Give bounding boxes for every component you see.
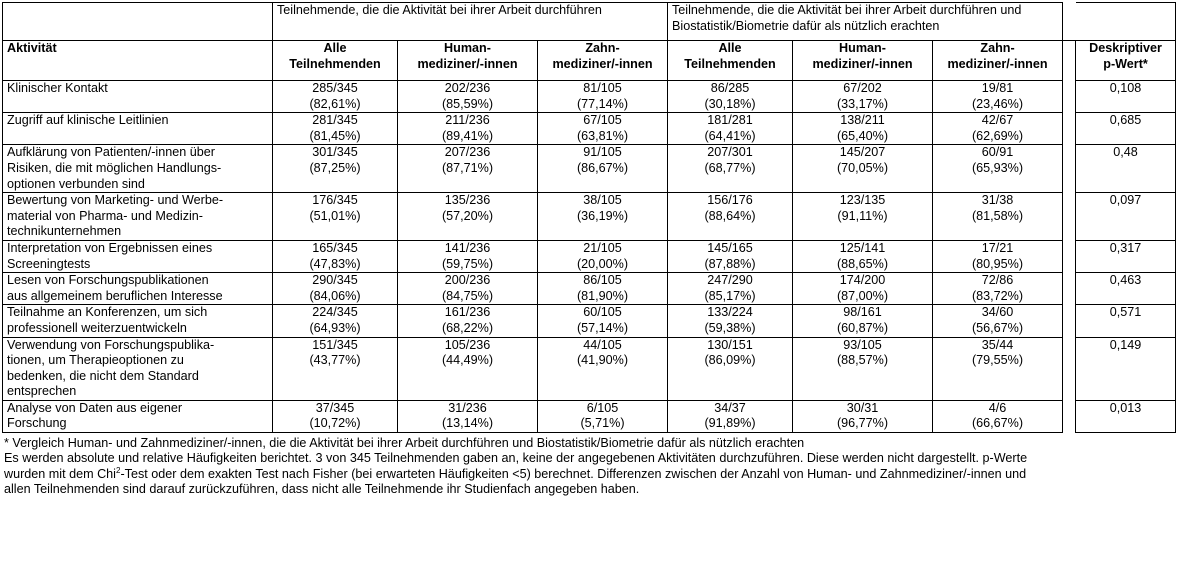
value-cell [273, 400, 398, 432]
footnote-line: allen Teilnehmenden sind darauf zurückzuführen, dass nicht alle Teilnehmende ihr Studienfach angegeben haben. [4, 482, 640, 497]
footnote-line: Es werden absolute und relative Häufigkeiten berichtet. 3 von 345 Teilnehmenden gaben an, keine der angegebenen Aktivitäten durchzuführen. Diese werden nicht dargestellt. p-Werte [4, 451, 1028, 466]
value-cell [793, 145, 933, 193]
activity-line: entsprechen [7, 384, 77, 399]
count-value: 141/236 [444, 240, 491, 255]
value-cell [793, 305, 933, 337]
percent-value: (82,61%) [309, 96, 361, 111]
p-value-cell: 0,097 [1076, 193, 1176, 241]
count-value: 21/105 [583, 240, 622, 255]
results-table [2, 2, 1176, 433]
spacer-cell [1063, 3, 1076, 41]
activity-line: Risiken, die mit möglichen Handlungs- [7, 160, 222, 175]
value-cell [933, 193, 1063, 241]
value-cell [538, 240, 668, 272]
value-cell [668, 81, 793, 113]
value-cell [273, 81, 398, 113]
percent-value: (89,41%) [441, 128, 494, 143]
activity-cell [3, 193, 273, 241]
count-value: 135/236 [444, 193, 491, 208]
count-value: 202/236 [444, 81, 491, 95]
value-cell [538, 337, 668, 400]
col-header-human-2: Human- mediziner/-innen [793, 41, 933, 81]
percent-value: (87,88%) [704, 256, 756, 271]
activity-line: Verwendung von Forschungspublika- [7, 337, 215, 352]
percent-value: (65,93%) [971, 160, 1024, 175]
value-cell [398, 337, 538, 400]
percent-value: (87,25%) [309, 160, 361, 175]
percent-value: (68,77%) [704, 160, 756, 175]
activity-line: Teilnahme an Konferenzen, um sich [7, 305, 208, 320]
activity-line: tionen, um Therapieoptionen zu [7, 353, 184, 368]
count-value: 290/345 [312, 273, 358, 288]
count-value: 247/290 [707, 273, 753, 288]
table-row [3, 273, 1176, 305]
footnote-asterisk: * Vergleich Human- und Zahnmediziner/-innen, die die Aktivität bei ihrer Arbeit durchführen und Biostatistik/Biometrie dafür als nützlich erachten [4, 436, 805, 451]
count-value: 60/91 [981, 145, 1014, 160]
count-value: 138/211 [840, 113, 885, 128]
count-value: 156/176 [707, 193, 753, 208]
value-cell [933, 400, 1063, 432]
count-value: 37/345 [315, 400, 355, 415]
percent-value: (88,65%) [836, 256, 889, 271]
percent-value: (43,77%) [309, 353, 361, 368]
value-cell [538, 305, 668, 337]
spacer-cell [1063, 337, 1076, 400]
count-value: 145/165 [707, 240, 753, 255]
col-header-human-1: Human- mediziner/-innen [398, 41, 538, 81]
spacer-cell [1063, 240, 1076, 272]
value-cell [398, 113, 538, 145]
table-row [3, 81, 1176, 113]
count-value: 200/236 [444, 273, 491, 288]
activity-line: technikunternehmen [7, 224, 122, 239]
activity-line: Klinischer Kontakt [7, 81, 108, 95]
col-header-all-1: Alle Teilnehmenden [273, 41, 398, 81]
percent-value: (63,81%) [576, 128, 629, 143]
percent-value: (10,72%) [309, 416, 361, 431]
count-value: 44/105 [583, 337, 622, 352]
count-value: 145/207 [839, 145, 886, 160]
percent-value: (84,06%) [309, 288, 361, 303]
count-value: 123/135 [839, 193, 886, 208]
percent-value: (41,90%) [576, 353, 629, 368]
count-value: 38/105 [583, 193, 622, 208]
percent-value: (59,38%) [704, 320, 756, 335]
value-cell [793, 337, 933, 400]
percent-value: (51,01%) [309, 208, 361, 223]
count-value: 42/67 [981, 113, 1014, 128]
percent-value: (56,67%) [971, 320, 1024, 335]
percent-value: (86,67%) [576, 160, 629, 175]
value-cell [398, 400, 538, 432]
value-cell [933, 305, 1063, 337]
value-cell [273, 145, 398, 193]
value-cell [273, 273, 398, 305]
p-value-cell: 0,013 [1076, 400, 1176, 432]
percent-value: (87,00%) [836, 288, 889, 303]
value-cell [273, 240, 398, 272]
percent-value: (36,19%) [576, 208, 629, 223]
value-cell [793, 193, 933, 241]
table-row [3, 305, 1176, 337]
activity-cell [3, 145, 273, 193]
p-value-cell: 0,108 [1076, 81, 1176, 113]
count-value: 91/105 [583, 145, 622, 160]
percent-value: (85,59%) [441, 96, 494, 111]
spacer-cell [1063, 400, 1076, 432]
value-cell [933, 81, 1063, 113]
activity-line: aus allgemeinem beruflichen Interesse [7, 288, 223, 303]
header-blank-cell [3, 3, 273, 41]
count-value: 176/345 [312, 193, 358, 208]
col-header-all-2: Alle Teilnehmenden [668, 41, 793, 81]
activity-line: professionell weiterzuentwickeln [7, 320, 187, 335]
activity-line: Aufklärung von Patienten/-innen über [7, 145, 215, 160]
percent-value: (66,67%) [971, 416, 1024, 431]
count-value: 133/224 [707, 305, 753, 320]
activity-line: Zugriff auf klinische Leitlinien [7, 113, 169, 128]
percent-value: (30,18%) [704, 96, 756, 111]
p-value-cell: 0,571 [1076, 305, 1176, 337]
value-cell [668, 113, 793, 145]
activity-cell [3, 305, 273, 337]
percent-value: (65,40%) [836, 128, 889, 143]
percent-value: (83,72%) [971, 288, 1024, 303]
spacer-cell [1063, 113, 1076, 145]
spacer-cell [1063, 81, 1076, 113]
activity-cell [3, 337, 273, 400]
count-value: 281/345 [312, 113, 358, 128]
value-cell [668, 193, 793, 241]
percent-value: (88,64%) [704, 208, 756, 223]
percent-value: (81,90%) [576, 288, 629, 303]
activity-line: Analyse von Daten aus eigener [7, 400, 183, 415]
percent-value: (57,20%) [441, 208, 494, 223]
count-value: 93/105 [843, 337, 882, 352]
percent-value: (5,71%) [580, 416, 625, 431]
count-value: 86/105 [583, 273, 622, 288]
count-value: 98/161 [843, 305, 882, 320]
percent-value: (80,95%) [971, 256, 1024, 271]
spacer-cell [1063, 305, 1076, 337]
p-value-cell: 0,685 [1076, 113, 1176, 145]
group-header-useful: Teilnehmende, die die Aktivität bei ihrer Arbeit durchführen und Biostatistik/Biometrie dafür als nützlich erachten [668, 3, 1063, 41]
value-cell [793, 240, 933, 272]
percent-value: (47,83%) [309, 256, 361, 271]
percent-value: (96,77%) [836, 416, 889, 431]
percent-value: (85,17%) [704, 288, 756, 303]
percent-value: (57,14%) [576, 320, 629, 335]
count-value: 67/202 [843, 81, 882, 95]
percent-value: (79,55%) [971, 353, 1024, 368]
value-cell [793, 400, 933, 432]
col-header-dental-2: Zahn- mediziner/-innen [933, 41, 1063, 81]
count-value: 60/105 [583, 305, 622, 320]
value-cell [933, 240, 1063, 272]
table-row [3, 400, 1176, 432]
footnotes [2, 436, 1175, 498]
document [2, 2, 1175, 498]
count-value: 34/37 [714, 400, 746, 415]
count-value: 105/236 [444, 337, 491, 352]
count-value: 19/81 [981, 81, 1014, 95]
percent-value: (88,57%) [836, 353, 889, 368]
count-value: 6/105 [586, 400, 619, 415]
value-cell [933, 273, 1063, 305]
value-cell [273, 193, 398, 241]
col-header-p-value: Deskriptiver p-Wert* [1076, 41, 1176, 81]
col-header-activity: Aktivität [3, 41, 273, 81]
percent-value: (33,17%) [836, 96, 889, 111]
value-cell [538, 193, 668, 241]
value-cell [668, 337, 793, 400]
value-cell [538, 81, 668, 113]
spacer-cell [1063, 145, 1076, 193]
percent-value: (70,05%) [836, 160, 889, 175]
activity-cell [3, 81, 273, 113]
percent-value: (84,75%) [441, 288, 494, 303]
value-cell [273, 337, 398, 400]
count-value: 72/86 [981, 273, 1014, 288]
activity-line: Lesen von Forschungspublikationen [7, 273, 209, 288]
value-cell [538, 113, 668, 145]
spacer-cell [1063, 41, 1076, 81]
activity-line: optionen verbunden sind [7, 176, 145, 191]
count-value: 31/236 [448, 400, 487, 415]
count-value: 151/345 [312, 337, 358, 352]
count-value: 34/60 [981, 305, 1014, 320]
count-value: 4/6 [988, 400, 1007, 415]
value-cell [398, 145, 538, 193]
value-cell [933, 145, 1063, 193]
count-value: 211/236 [445, 113, 490, 128]
table-row [3, 145, 1176, 193]
value-cell [668, 145, 793, 193]
activity-line: Bewertung von Marketing- und Werbe- [7, 193, 224, 208]
count-value: 207/236 [444, 145, 491, 160]
percent-value: (13,14%) [441, 416, 494, 431]
value-cell [398, 305, 538, 337]
value-cell [398, 81, 538, 113]
value-cell [933, 337, 1063, 400]
table-row [3, 240, 1176, 272]
percent-value: (62,69%) [971, 128, 1024, 143]
value-cell [668, 305, 793, 337]
percent-value: (60,87%) [836, 320, 889, 335]
footnote-line: wurden mit dem Chi$^2$-Test oder dem exakten Test nach Fisher (bei erwarteten Häufigkeiten <5) berechnet. Differenzen zwischen der Anzahl von Human- und Zahnmediziner/-innen und [4, 465, 1027, 481]
percent-value: (77,14%) [576, 96, 629, 111]
table-row [3, 113, 1176, 145]
percent-value: (91,89%) [704, 416, 756, 431]
activity-cell [3, 273, 273, 305]
percent-value: (59,75%) [441, 256, 494, 271]
value-cell [793, 81, 933, 113]
percent-value: (81,58%) [971, 208, 1024, 223]
percent-value: (44,49%) [441, 353, 494, 368]
percent-value: (23,46%) [971, 96, 1024, 111]
activity-line: Interpretation von Ergebnissen eines [7, 240, 213, 255]
col-header-dental-1: Zahn- mediziner/-innen [538, 41, 668, 81]
p-value-cell: 0,317 [1076, 240, 1176, 272]
value-cell [793, 273, 933, 305]
activity-line: bedenken, die nicht dem Standard [7, 368, 199, 383]
p-value-cell: 0,48 [1076, 145, 1176, 193]
value-cell [538, 145, 668, 193]
p-value-cell: 0,463 [1076, 273, 1176, 305]
count-value: 130/151 [707, 337, 753, 352]
activity-line: material von Pharma- und Medizin- [7, 208, 203, 223]
value-cell [668, 240, 793, 272]
percent-value: (91,11%) [837, 208, 888, 223]
value-cell [933, 113, 1063, 145]
value-cell [668, 400, 793, 432]
value-cell [398, 240, 538, 272]
count-value: 285/345 [312, 81, 358, 95]
percent-value: (86,09%) [704, 353, 756, 368]
count-value: 301/345 [312, 145, 358, 160]
count-value: 30/31 [846, 400, 879, 415]
table-row [3, 337, 1176, 400]
count-value: 207/301 [707, 145, 753, 160]
count-value: 35/44 [981, 337, 1014, 352]
spacer-cell [1063, 193, 1076, 241]
activity-cell [3, 240, 273, 272]
count-value: 31/38 [981, 193, 1014, 208]
count-value: 161/236 [444, 305, 491, 320]
value-cell [273, 113, 398, 145]
activity-cell [3, 113, 273, 145]
activity-cell [3, 400, 273, 432]
value-cell [398, 273, 538, 305]
percent-value: (64,93%) [309, 320, 361, 335]
count-value: 86/285 [710, 81, 750, 95]
value-cell [793, 113, 933, 145]
percent-value: (68,22%) [441, 320, 494, 335]
percent-value: (87,71%) [441, 160, 494, 175]
count-value: 67/105 [583, 113, 622, 128]
percent-value: (81,45%) [309, 128, 361, 143]
count-value: 125/141 [839, 240, 886, 255]
count-value: 181/281 [707, 113, 753, 128]
value-cell [273, 305, 398, 337]
table-body [3, 81, 1176, 433]
table-row [3, 193, 1176, 241]
count-value: 174/200 [839, 273, 886, 288]
spacer-cell [1063, 273, 1076, 305]
activity-line: Screeningtests [7, 256, 91, 271]
header-blank-cell [1076, 3, 1176, 41]
value-cell [398, 193, 538, 241]
group-header-performing: Teilnehmende, die die Aktivität bei ihrer Arbeit durchführen [273, 3, 668, 41]
p-value-cell: 0,149 [1076, 337, 1176, 400]
count-value: 81/105 [583, 81, 622, 95]
activity-line: Forschung [7, 416, 67, 431]
percent-value: (64,41%) [704, 128, 756, 143]
count-value: 165/345 [312, 240, 358, 255]
count-value: 224/345 [312, 305, 358, 320]
value-cell [668, 273, 793, 305]
percent-value: (20,00%) [576, 256, 629, 271]
value-cell [538, 400, 668, 432]
count-value: 17/21 [981, 240, 1014, 255]
value-cell [538, 273, 668, 305]
